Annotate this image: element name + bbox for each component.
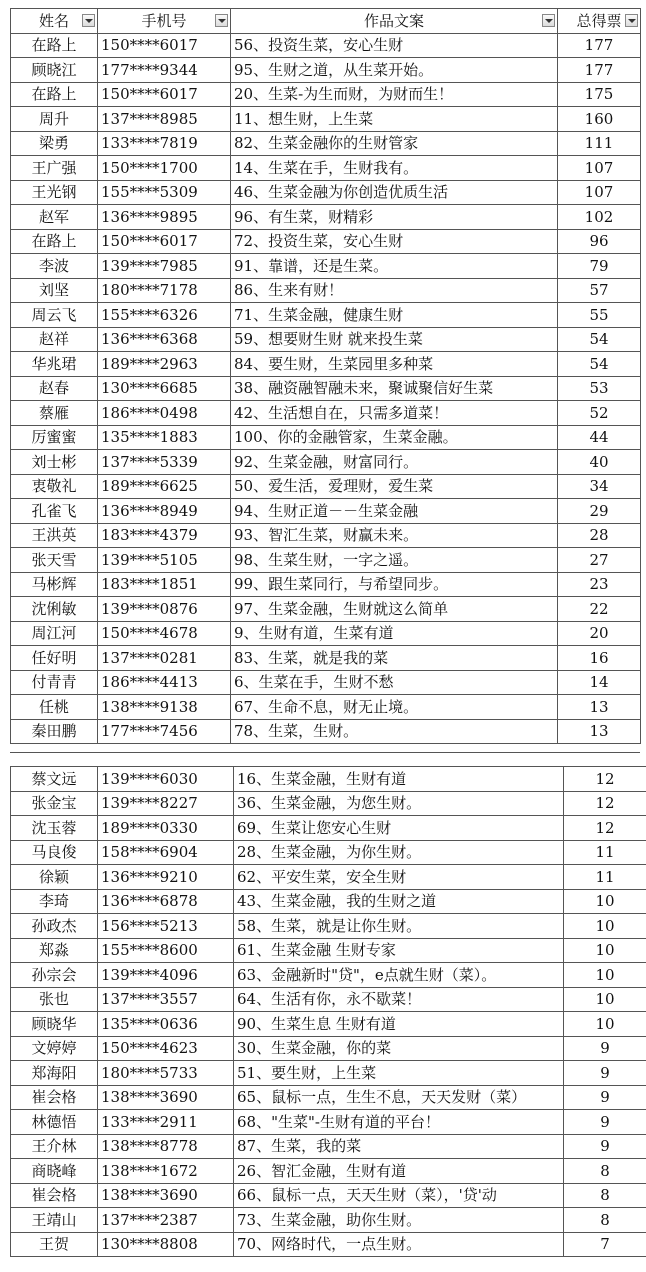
cell-text[interactable]: 20、生菜-为生而财，为财而生！ bbox=[231, 82, 558, 107]
cell-name[interactable]: 商晓峰 bbox=[11, 1159, 98, 1184]
cell-votes[interactable]: 52 bbox=[558, 401, 641, 426]
cell-text[interactable]: 66、鼠标一点，天天生财（菜），'贷'动 bbox=[234, 1183, 564, 1208]
cell-votes[interactable]: 10 bbox=[564, 914, 646, 939]
table-row bbox=[11, 621, 641, 646]
cell-phone[interactable]: 139****7985 bbox=[98, 254, 231, 279]
cell-votes[interactable]: 9 bbox=[564, 1085, 646, 1110]
cell-phone[interactable]: 139****6030 bbox=[98, 767, 234, 792]
table-row bbox=[11, 1208, 646, 1233]
cell-name[interactable]: 王广强 bbox=[11, 156, 98, 181]
cell-phone[interactable]: 180****5733 bbox=[98, 1061, 234, 1086]
cell-phone[interactable]: 136****6878 bbox=[98, 889, 234, 914]
table-row bbox=[11, 523, 641, 548]
cell-name[interactable]: 蔡雁 bbox=[11, 401, 98, 426]
table-row bbox=[11, 254, 641, 279]
table-row bbox=[11, 278, 641, 303]
table-row bbox=[11, 719, 641, 744]
cell-votes[interactable]: 107 bbox=[558, 180, 641, 205]
cell-name[interactable]: 张也 bbox=[11, 987, 98, 1012]
cell-phone[interactable]: 139****0876 bbox=[98, 597, 231, 622]
cell-votes[interactable]: 22 bbox=[558, 597, 641, 622]
cell-text[interactable]: 72、投资生菜，安心生财 bbox=[231, 229, 558, 254]
votes-table-top bbox=[10, 8, 641, 744]
cell-name[interactable]: 任桃 bbox=[11, 695, 98, 720]
cell-name[interactable]: 王靖山 bbox=[11, 1208, 98, 1233]
cell-votes[interactable]: 16 bbox=[558, 646, 641, 671]
filter-dropdown-icon[interactable] bbox=[215, 14, 228, 27]
cell-votes[interactable]: 8 bbox=[564, 1208, 646, 1233]
cell-votes[interactable]: 96 bbox=[558, 229, 641, 254]
cell-votes[interactable]: 10 bbox=[564, 938, 646, 963]
table-row bbox=[11, 646, 641, 671]
cell-text[interactable]: 9、生财有道，生菜有道 bbox=[231, 621, 558, 646]
cell-name[interactable]: 沈俐敏 bbox=[11, 597, 98, 622]
cell-phone[interactable]: 137****0281 bbox=[98, 646, 231, 671]
header-name: 姓名 bbox=[11, 9, 98, 34]
cell-name[interactable]: 秦田鹏 bbox=[11, 719, 98, 744]
table-row bbox=[11, 816, 646, 841]
cell-name[interactable]: 任好明 bbox=[11, 646, 98, 671]
cell-votes[interactable]: 54 bbox=[558, 327, 641, 352]
table-row bbox=[11, 597, 641, 622]
cell-name[interactable]: 郑海阳 bbox=[11, 1061, 98, 1086]
cell-votes[interactable]: 8 bbox=[564, 1183, 646, 1208]
table-row bbox=[11, 450, 641, 475]
table-row bbox=[11, 670, 641, 695]
cell-phone[interactable]: 138****9138 bbox=[98, 695, 231, 720]
cell-text[interactable]: 58、生菜，就是让你生财。 bbox=[234, 914, 564, 939]
table-row bbox=[11, 840, 646, 865]
cell-phone[interactable]: 150****6017 bbox=[98, 82, 231, 107]
cell-phone[interactable]: 137****8985 bbox=[98, 107, 231, 132]
cell-name[interactable]: 崔会格 bbox=[11, 1183, 98, 1208]
cell-name[interactable]: 赵祥 bbox=[11, 327, 98, 352]
cell-name[interactable]: 衷敬礼 bbox=[11, 474, 98, 499]
cell-votes[interactable]: 20 bbox=[558, 621, 641, 646]
cell-text[interactable]: 91、靠谱，还是生菜。 bbox=[231, 254, 558, 279]
table-row bbox=[11, 107, 641, 132]
cell-votes[interactable]: 160 bbox=[558, 107, 641, 132]
cell-votes[interactable]: 28 bbox=[558, 523, 641, 548]
table-row bbox=[11, 205, 641, 230]
cell-votes[interactable]: 53 bbox=[558, 376, 641, 401]
cell-votes[interactable]: 177 bbox=[558, 33, 641, 58]
cell-phone[interactable]: 139****4096 bbox=[98, 963, 234, 988]
cell-phone[interactable]: 136****8949 bbox=[98, 499, 231, 524]
cell-votes[interactable]: 175 bbox=[558, 82, 641, 107]
cell-text[interactable]: 70、网络时代，一点生财。 bbox=[234, 1232, 564, 1257]
votes-table-bottom bbox=[10, 766, 646, 1257]
cell-text[interactable]: 95、生财之道，从生菜开始。 bbox=[231, 58, 558, 83]
table-row bbox=[11, 1012, 646, 1037]
table-row bbox=[11, 1159, 646, 1184]
cell-votes[interactable]: 10 bbox=[564, 963, 646, 988]
cell-text[interactable]: 26、智汇金融，生财有道 bbox=[234, 1159, 564, 1184]
cell-votes[interactable]: 34 bbox=[558, 474, 641, 499]
cell-text[interactable]: 94、生财正道－－生菜金融 bbox=[231, 499, 558, 524]
cell-votes[interactable]: 9 bbox=[564, 1036, 646, 1061]
cell-phone[interactable]: 150****4678 bbox=[98, 621, 231, 646]
cell-text[interactable]: 83、生菜，就是我的菜 bbox=[231, 646, 558, 671]
table-row bbox=[11, 987, 646, 1012]
cell-name[interactable]: 孙政杰 bbox=[11, 914, 98, 939]
table-row bbox=[11, 767, 646, 792]
cell-name[interactable]: 王贺 bbox=[11, 1232, 98, 1257]
cell-phone[interactable]: 183****4379 bbox=[98, 523, 231, 548]
cell-phone[interactable]: 180****7178 bbox=[98, 278, 231, 303]
cell-phone[interactable]: 155****5309 bbox=[98, 180, 231, 205]
cell-phone[interactable]: 139****8227 bbox=[98, 791, 234, 816]
cell-phone[interactable]: 137****3557 bbox=[98, 987, 234, 1012]
table-row bbox=[11, 131, 641, 156]
cell-name[interactable]: 王光钢 bbox=[11, 180, 98, 205]
cell-text[interactable]: 42、生活想自在，只需多道菜！ bbox=[231, 401, 558, 426]
header-votes: 总得票 bbox=[558, 9, 641, 34]
table-row bbox=[11, 963, 646, 988]
cell-phone[interactable]: 150****6017 bbox=[98, 229, 231, 254]
header-phone: 手机号 bbox=[98, 9, 231, 34]
table-row bbox=[11, 327, 641, 352]
cell-votes[interactable]: 9 bbox=[564, 1134, 646, 1159]
cell-name[interactable]: 梁勇 bbox=[11, 131, 98, 156]
cell-name[interactable]: 华兆珺 bbox=[11, 352, 98, 377]
cell-name[interactable]: 李波 bbox=[11, 254, 98, 279]
cell-name[interactable]: 厉蜜蜜 bbox=[11, 425, 98, 450]
cell-votes[interactable]: 111 bbox=[558, 131, 641, 156]
cell-text[interactable]: 50、爱生活，爱理财，爱生菜 bbox=[231, 474, 558, 499]
cell-phone[interactable]: 135****1883 bbox=[98, 425, 231, 450]
cell-text[interactable]: 73、生菜金融，助你生财。 bbox=[234, 1208, 564, 1233]
cell-text[interactable]: 51、要生财，上生菜 bbox=[234, 1061, 564, 1086]
cell-phone[interactable]: 156****5213 bbox=[98, 914, 234, 939]
cell-phone[interactable]: 189****2963 bbox=[98, 352, 231, 377]
cell-text[interactable]: 87、生菜，我的菜 bbox=[234, 1134, 564, 1159]
cell-text[interactable]: 28、生菜金融，为你生财。 bbox=[234, 840, 564, 865]
cell-name[interactable]: 赵春 bbox=[11, 376, 98, 401]
filter-dropdown-icon[interactable] bbox=[542, 14, 555, 27]
cell-text[interactable]: 62、平安生菜，安全生财 bbox=[234, 865, 564, 890]
cell-phone[interactable]: 155****6326 bbox=[98, 303, 231, 328]
cell-name[interactable]: 崔会格 bbox=[11, 1085, 98, 1110]
table-row bbox=[11, 156, 641, 181]
cell-name[interactable]: 蔡文远 bbox=[11, 767, 98, 792]
cell-text[interactable]: 67、生命不息，财无止境。 bbox=[231, 695, 558, 720]
cell-votes[interactable]: 12 bbox=[564, 767, 646, 792]
cell-text[interactable]: 6、生菜在手，生财不愁 bbox=[231, 670, 558, 695]
cell-name[interactable]: 周云飞 bbox=[11, 303, 98, 328]
cell-text[interactable]: 93、智汇生菜，财赢未来。 bbox=[231, 523, 558, 548]
table-row bbox=[11, 352, 641, 377]
cell-votes[interactable]: 40 bbox=[558, 450, 641, 475]
cell-name[interactable]: 马彬辉 bbox=[11, 572, 98, 597]
table-row bbox=[11, 474, 641, 499]
cell-phone[interactable]: 177****9344 bbox=[98, 58, 231, 83]
cell-votes[interactable]: 14 bbox=[558, 670, 641, 695]
cell-phone[interactable]: 136****9210 bbox=[98, 865, 234, 890]
cell-votes[interactable]: 13 bbox=[558, 695, 641, 720]
cell-text[interactable]: 61、生菜金融 生财专家 bbox=[234, 938, 564, 963]
table-row bbox=[11, 695, 641, 720]
table-row bbox=[11, 548, 641, 573]
cell-text[interactable]: 90、生菜生息 生财有道 bbox=[234, 1012, 564, 1037]
cell-name[interactable]: 在路上 bbox=[11, 229, 98, 254]
cell-votes[interactable]: 10 bbox=[564, 889, 646, 914]
header-text: 作品文案 bbox=[231, 9, 558, 34]
cell-name[interactable]: 张天雪 bbox=[11, 548, 98, 573]
cell-phone[interactable]: 150****4623 bbox=[98, 1036, 234, 1061]
cell-text[interactable]: 16、生菜金融，生财有道 bbox=[234, 767, 564, 792]
cell-votes[interactable]: 7 bbox=[564, 1232, 646, 1257]
cell-text[interactable]: 78、生菜，生财。 bbox=[231, 719, 558, 744]
cell-text[interactable]: 56、投资生菜，安心生财 bbox=[231, 33, 558, 58]
cell-votes[interactable]: 13 bbox=[558, 719, 641, 744]
cell-name[interactable]: 刘士彬 bbox=[11, 450, 98, 475]
cell-name[interactable]: 周江河 bbox=[11, 621, 98, 646]
cell-text[interactable]: 43、生菜金融，我的生财之道 bbox=[234, 889, 564, 914]
table-row bbox=[11, 1085, 646, 1110]
cell-votes[interactable]: 57 bbox=[558, 278, 641, 303]
cell-votes[interactable]: 102 bbox=[558, 205, 641, 230]
cell-name[interactable]: 沈玉蓉 bbox=[11, 816, 98, 841]
cell-phone[interactable]: 186****0498 bbox=[98, 401, 231, 426]
cell-phone[interactable]: 133****7819 bbox=[98, 131, 231, 156]
cell-text[interactable]: 65、鼠标一点，生生不息，天天发财（菜） bbox=[234, 1085, 564, 1110]
cell-votes[interactable]: 11 bbox=[564, 865, 646, 890]
table-row bbox=[11, 1183, 646, 1208]
table-row bbox=[11, 1061, 646, 1086]
table-row bbox=[11, 791, 646, 816]
table-row bbox=[11, 303, 641, 328]
cell-name[interactable]: 徐颖 bbox=[11, 865, 98, 890]
cell-name[interactable]: 付青青 bbox=[11, 670, 98, 695]
cell-phone[interactable]: 133****2911 bbox=[98, 1110, 234, 1135]
cell-name[interactable]: 李琦 bbox=[11, 889, 98, 914]
cell-name[interactable]: 林德悟 bbox=[11, 1110, 98, 1135]
cell-votes[interactable]: 8 bbox=[564, 1159, 646, 1184]
cell-text[interactable]: 97、生菜金融，生财就这么简单 bbox=[231, 597, 558, 622]
cell-name[interactable]: 孔雀飞 bbox=[11, 499, 98, 524]
cell-name[interactable]: 刘坚 bbox=[11, 278, 98, 303]
cell-votes[interactable]: 10 bbox=[564, 1012, 646, 1037]
cell-phone[interactable]: 189****6625 bbox=[98, 474, 231, 499]
cell-name[interactable]: 赵军 bbox=[11, 205, 98, 230]
cell-votes[interactable]: 79 bbox=[558, 254, 641, 279]
cell-phone[interactable]: 150****6017 bbox=[98, 33, 231, 58]
cell-name[interactable]: 在路上 bbox=[11, 33, 98, 58]
cell-text[interactable]: 100、你的金融管家，生菜金融。 bbox=[231, 425, 558, 450]
cell-text[interactable]: 71、生菜金融，健康生财 bbox=[231, 303, 558, 328]
cell-phone[interactable]: 150****1700 bbox=[98, 156, 231, 181]
cell-name[interactable]: 在路上 bbox=[11, 82, 98, 107]
table-row bbox=[11, 180, 641, 205]
header-row bbox=[11, 9, 641, 34]
cell-votes[interactable]: 107 bbox=[558, 156, 641, 181]
cell-votes[interactable]: 23 bbox=[558, 572, 641, 597]
table-row bbox=[11, 1110, 646, 1135]
table-row bbox=[11, 499, 641, 524]
table-row bbox=[11, 889, 646, 914]
cell-phone[interactable]: 138****3690 bbox=[98, 1183, 234, 1208]
cell-name[interactable]: 王介林 bbox=[11, 1134, 98, 1159]
cell-phone[interactable]: 138****1672 bbox=[98, 1159, 234, 1184]
cell-text[interactable]: 63、金融新时"贷"，e点就生财（菜）。 bbox=[234, 963, 564, 988]
cell-votes[interactable]: 9 bbox=[564, 1110, 646, 1135]
cell-text[interactable]: 59、想要财生财 就来投生菜 bbox=[231, 327, 558, 352]
cell-name[interactable]: 顾晓华 bbox=[11, 1012, 98, 1037]
cell-text[interactable]: 14、生菜在手，生财我有。 bbox=[231, 156, 558, 181]
cell-text[interactable]: 82、生菜金融你的生财管家 bbox=[231, 131, 558, 156]
cell-text[interactable]: 84、要生财，生菜园里多种菜 bbox=[231, 352, 558, 377]
cell-votes[interactable]: 10 bbox=[564, 987, 646, 1012]
cell-phone[interactable]: 139****5105 bbox=[98, 548, 231, 573]
table-row bbox=[11, 865, 646, 890]
cell-votes[interactable]: 12 bbox=[564, 791, 646, 816]
cell-phone[interactable]: 137****2387 bbox=[98, 1208, 234, 1233]
cell-name[interactable]: 文婷婷 bbox=[11, 1036, 98, 1061]
cell-text[interactable]: 30、生菜金融，你的菜 bbox=[234, 1036, 564, 1061]
cell-name[interactable]: 王洪英 bbox=[11, 523, 98, 548]
cell-phone[interactable]: 137****5339 bbox=[98, 450, 231, 475]
cell-phone[interactable]: 183****1851 bbox=[98, 572, 231, 597]
cell-text[interactable]: 11、想生财，上生菜 bbox=[231, 107, 558, 132]
cell-name[interactable]: 顾晓江 bbox=[11, 58, 98, 83]
table-row bbox=[11, 425, 641, 450]
cell-votes[interactable]: 9 bbox=[564, 1061, 646, 1086]
cell-phone[interactable]: 130****6685 bbox=[98, 376, 231, 401]
cell-phone[interactable]: 136****9895 bbox=[98, 205, 231, 230]
table-row bbox=[11, 1232, 646, 1257]
cell-votes[interactable]: 54 bbox=[558, 352, 641, 377]
cell-text[interactable]: 92、生菜金融，财富同行。 bbox=[231, 450, 558, 475]
cell-text[interactable]: 36、生菜金融，为您生财。 bbox=[234, 791, 564, 816]
cell-text[interactable]: 68、"生菜"-生财有道的平台！ bbox=[234, 1110, 564, 1135]
cell-phone[interactable]: 136****6368 bbox=[98, 327, 231, 352]
cell-text[interactable]: 38、融资融智融未来，聚诚聚信好生菜 bbox=[231, 376, 558, 401]
table-row bbox=[11, 1036, 646, 1061]
table-row bbox=[11, 376, 641, 401]
cell-text[interactable]: 96、有生菜，财精彩 bbox=[231, 205, 558, 230]
cell-votes[interactable]: 29 bbox=[558, 499, 641, 524]
table-row bbox=[11, 82, 641, 107]
table-row bbox=[11, 572, 641, 597]
cell-name[interactable]: 周升 bbox=[11, 107, 98, 132]
cell-votes[interactable]: 12 bbox=[564, 816, 646, 841]
cell-phone[interactable]: 186****4413 bbox=[98, 670, 231, 695]
cell-votes[interactable]: 44 bbox=[558, 425, 641, 450]
filter-dropdown-icon[interactable] bbox=[625, 14, 638, 27]
table-row bbox=[11, 58, 641, 83]
cell-phone[interactable]: 189****0330 bbox=[98, 816, 234, 841]
cell-phone[interactable]: 130****8808 bbox=[98, 1232, 234, 1257]
table-divider bbox=[10, 752, 640, 753]
cell-phone[interactable]: 158****6904 bbox=[98, 840, 234, 865]
table-row bbox=[11, 229, 641, 254]
cell-votes[interactable]: 55 bbox=[558, 303, 641, 328]
cell-name[interactable]: 马良俊 bbox=[11, 840, 98, 865]
table-row bbox=[11, 938, 646, 963]
cell-name[interactable]: 张金宝 bbox=[11, 791, 98, 816]
cell-text[interactable]: 64、生活有你，永不歇菜！ bbox=[234, 987, 564, 1012]
table-row bbox=[11, 914, 646, 939]
cell-text[interactable]: 86、生来有财！ bbox=[231, 278, 558, 303]
cell-votes[interactable]: 177 bbox=[558, 58, 641, 83]
cell-text[interactable]: 98、生菜生财，一字之遥。 bbox=[231, 548, 558, 573]
cell-phone[interactable]: 138****8778 bbox=[98, 1134, 234, 1159]
table-row bbox=[11, 33, 641, 58]
cell-phone[interactable]: 138****3690 bbox=[98, 1085, 234, 1110]
table-row bbox=[11, 401, 641, 426]
cell-text[interactable]: 99、跟生菜同行，与希望同步。 bbox=[231, 572, 558, 597]
cell-text[interactable]: 46、生菜金融为你创造优质生活 bbox=[231, 180, 558, 205]
cell-phone[interactable]: 177****7456 bbox=[98, 719, 231, 744]
cell-phone[interactable]: 155****8600 bbox=[98, 938, 234, 963]
cell-name[interactable]: 郑淼 bbox=[11, 938, 98, 963]
table-row bbox=[11, 1134, 646, 1159]
cell-votes[interactable]: 27 bbox=[558, 548, 641, 573]
cell-phone[interactable]: 135****0636 bbox=[98, 1012, 234, 1037]
cell-votes[interactable]: 11 bbox=[564, 840, 646, 865]
filter-dropdown-icon[interactable] bbox=[82, 14, 95, 27]
cell-text[interactable]: 69、生菜让您安心生财 bbox=[234, 816, 564, 841]
cell-name[interactable]: 孙宗会 bbox=[11, 963, 98, 988]
